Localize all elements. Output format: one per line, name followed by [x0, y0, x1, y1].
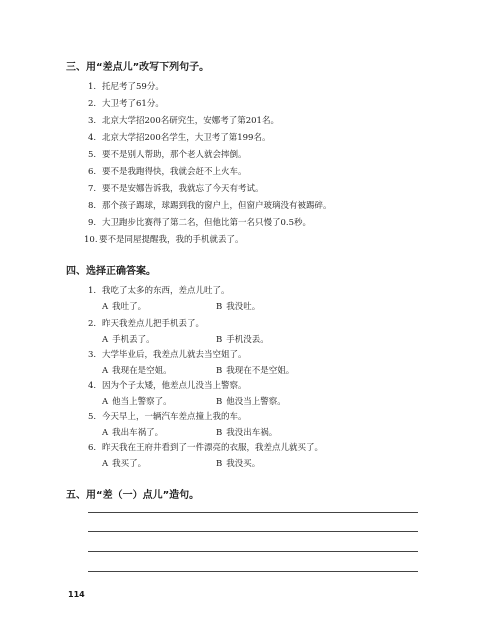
option-b: B 我没出车祸。 — [216, 428, 278, 438]
option-a: A 我吐了。 — [102, 302, 147, 312]
question: 1. 我吃了太多的东西，差点儿吐了。 — [88, 286, 230, 296]
section-3-heading: 三、用“差点儿”改写下列句子。 — [66, 62, 210, 73]
list-item: 7. 要不是安娜告诉我，我就忘了今天有考试。 — [88, 184, 264, 194]
question: 5. 今天早上，一辆汽车差点撞上我的车。 — [88, 412, 247, 422]
question: 2. 昨天我差点儿把手机丢了。 — [88, 319, 205, 329]
option-b: B 我没吐。 — [216, 302, 261, 312]
option-a: A 他当上警察了。 — [102, 397, 172, 407]
option-b: B 我现在不是空姐。 — [216, 366, 295, 376]
list-item: 4. 北京大学招200名学生，大卫考了第199名。 — [88, 133, 271, 143]
list-item: 2. 大卫考了61分。 — [88, 99, 164, 109]
list-item: 1. 托尼考了59分。 — [88, 82, 164, 92]
option-b: B 手机没丢。 — [216, 335, 269, 345]
list-item: 9. 大卫跑步比赛得了第二名，但他比第一名只慢了0.5秒。 — [88, 218, 312, 228]
answer-line — [88, 571, 418, 572]
question: 3. 大学毕业后，我差点儿就去当空姐了。 — [88, 350, 247, 360]
question: 4. 因为个子太矮，他差点儿没当上警察。 — [88, 381, 247, 391]
answer-line — [88, 531, 418, 532]
option-b: B 我没买。 — [216, 459, 261, 469]
page-number: 114 — [68, 590, 85, 599]
option-a: A 我出车祸了。 — [102, 428, 164, 438]
option-a: A 手机丢了。 — [102, 335, 155, 345]
answer-line — [88, 551, 418, 552]
question: 6. 昨天我在王府井看到了一件漂亮的衣服，我差点儿就买了。 — [88, 443, 324, 453]
option-a: A 我买了。 — [102, 459, 147, 469]
answer-line — [88, 512, 418, 513]
list-item: 6. 要不是我跑得快，我就会赶不上火车。 — [88, 167, 247, 177]
option-b: B 他没当上警察。 — [216, 397, 286, 407]
list-item: 10.要不是同屋提醒我，我的手机就丢了。 — [84, 235, 244, 245]
list-item: 5. 要不是别人帮助，那个老人就会摔倒。 — [88, 150, 247, 160]
option-a: A 我现在是空姐。 — [102, 366, 172, 376]
list-item: 8. 那个孩子踢球，球踢到我的窗户上，但窗户玻璃没有被踢碎。 — [88, 201, 332, 211]
list-item: 3. 北京大学招200名研究生，安娜考了第201名。 — [88, 116, 279, 126]
section-4-heading: 四、选择正确答案。 — [66, 266, 156, 277]
section-5-heading: 五、用“差（一）点儿”造句。 — [66, 490, 200, 501]
